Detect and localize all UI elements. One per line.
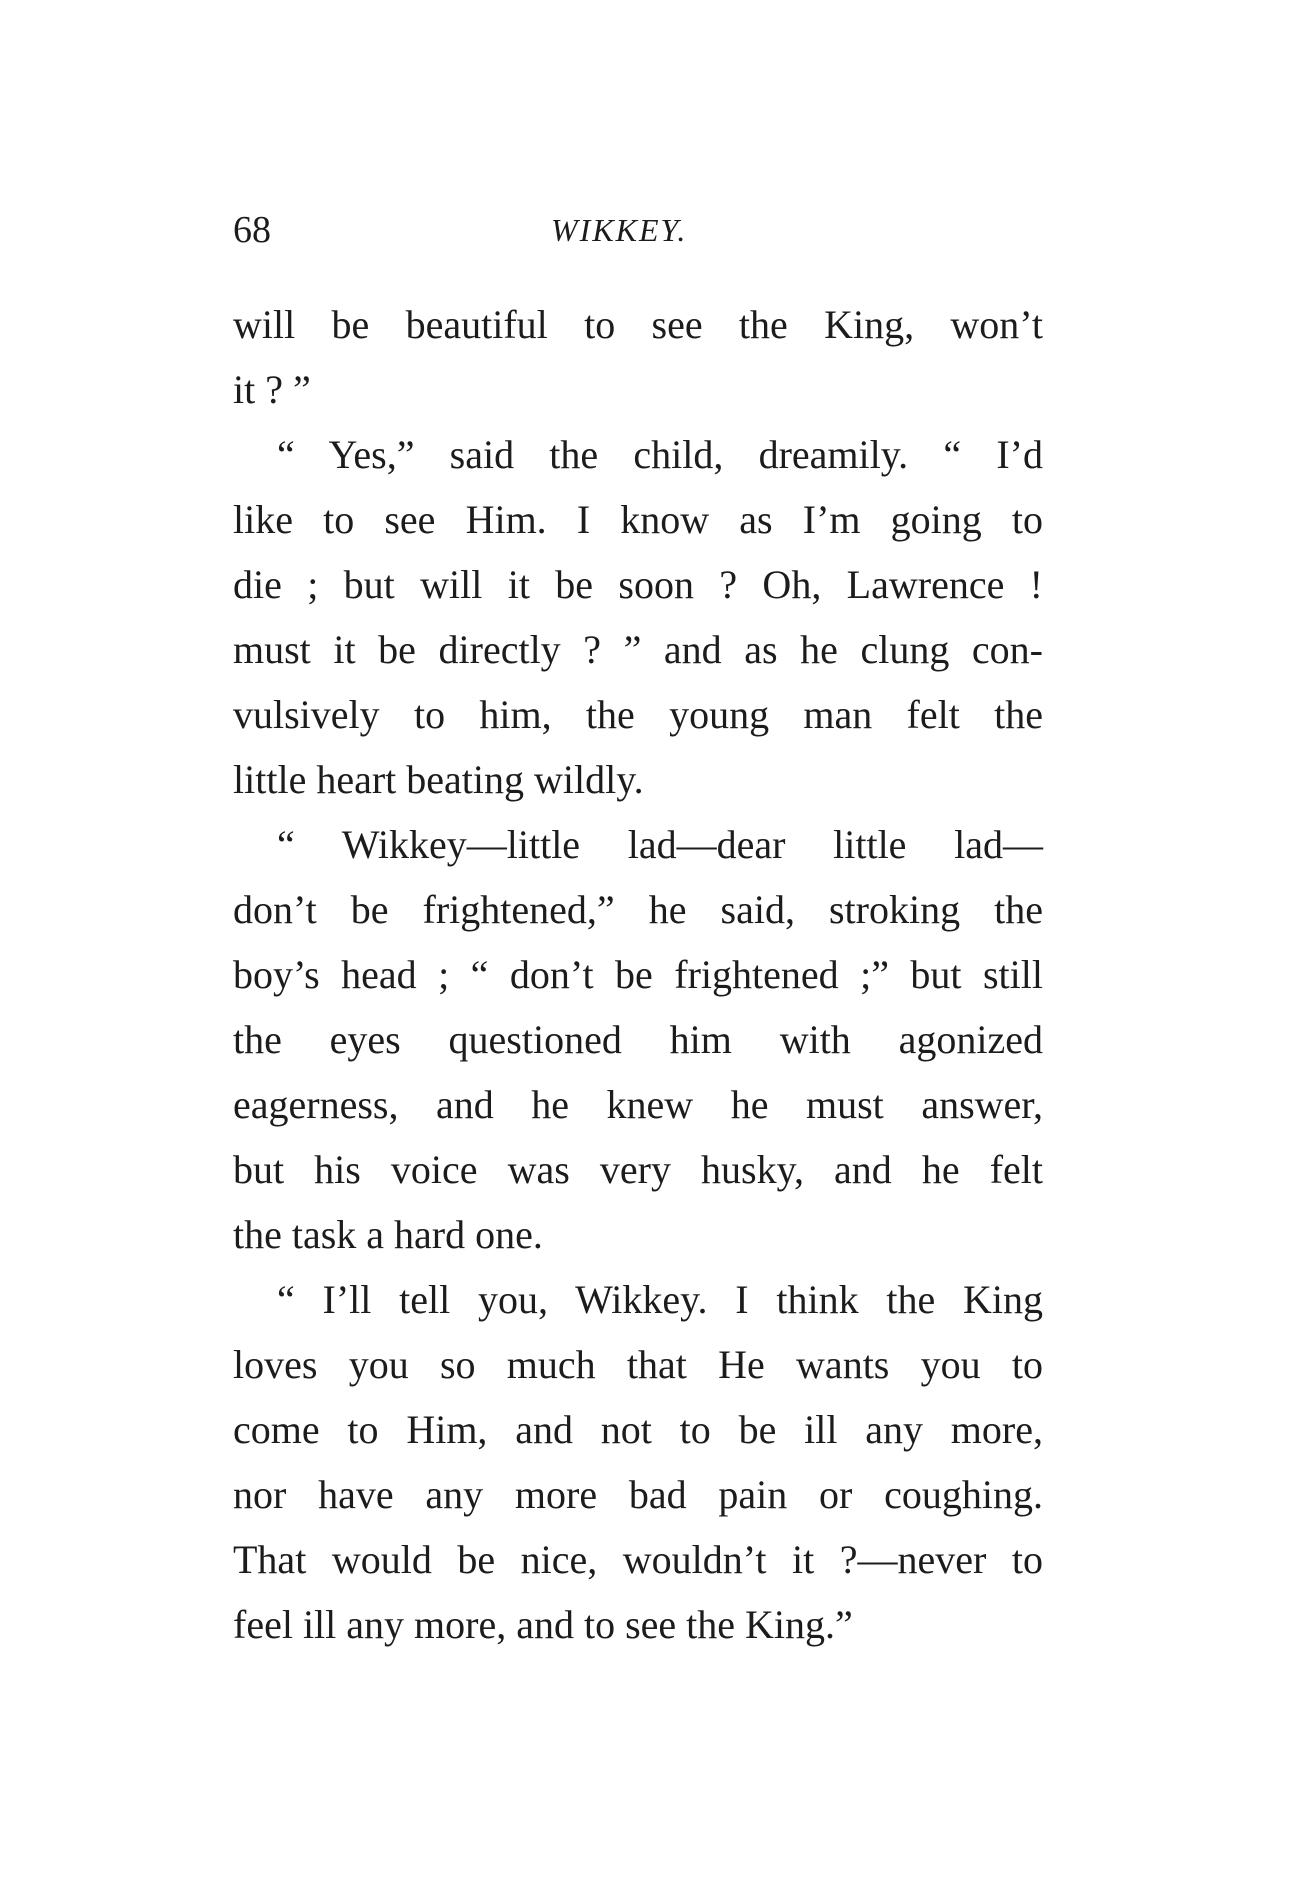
body-text <box>233 292 1043 1657</box>
running-head: WIKKEY. <box>551 212 688 248</box>
text-line: feel ill any more, and to see the King.” <box>233 1602 853 1647</box>
text-line: That would be nice, wouldn’t it ?—never to <box>233 1537 1043 1582</box>
text-line: die ; but will it be soon ? Oh, Lawrence ! <box>233 562 1043 607</box>
text-line: the eyes questioned him with agonized <box>233 1017 1043 1062</box>
text-line: little heart beating wildly. <box>233 757 644 802</box>
text-line: the task a hard one. <box>233 1212 543 1257</box>
text-line: “ Wikkey—little lad—dear little lad— <box>277 822 1043 867</box>
text-line: come to Him, and not to be ill any more, <box>233 1407 1043 1452</box>
text-line: must it be directly ? ” and as he clung con- <box>233 627 1043 672</box>
text-line: “ I’ll tell you, Wikkey. I think the King <box>277 1277 1043 1322</box>
text-line: it ? ” <box>233 367 311 412</box>
text-line: vulsively to him, the young man felt the <box>233 692 1043 737</box>
text-line: boy’s head ; “ don’t be frightened ;” but still <box>233 952 1043 997</box>
text-line: like to see Him. I know as I’m going to <box>233 497 1043 542</box>
page-header <box>233 205 1043 255</box>
text-line: don’t be frightened,” he said, stroking the <box>233 887 1043 932</box>
text-line: “ Yes,” said the child, dreamily. “ I’d <box>277 432 1043 477</box>
text-line: loves you so much that He wants you to <box>233 1342 1043 1387</box>
text-line: will be beautiful to see the King, won’t <box>233 302 1043 347</box>
page-number: 68 <box>233 209 271 251</box>
text-line: but his voice was very husky, and he felt <box>233 1147 1043 1192</box>
text-line: nor have any more bad pain or coughing. <box>233 1472 1043 1517</box>
text-line: eagerness, and he knew he must answer, <box>233 1082 1043 1127</box>
